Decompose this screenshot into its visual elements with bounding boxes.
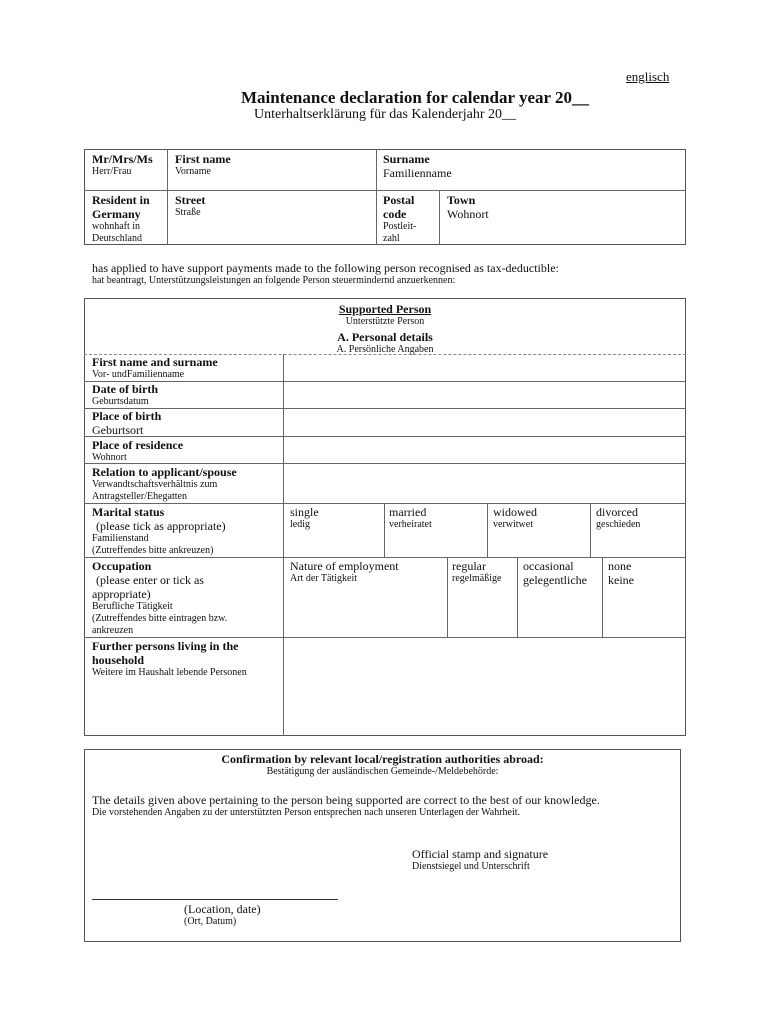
surname-field[interactable] — [383, 152, 673, 180]
form-title: Maintenance declaration for calendar year 20__ — [241, 88, 589, 107]
occupation-divider — [447, 557, 448, 637]
marital-label: Marital status — [92, 505, 165, 519]
postal-code-field[interactable] — [383, 193, 437, 245]
town-label: Town — [447, 193, 476, 207]
household-label-1: Further persons living in the — [92, 639, 239, 653]
surname-label: Surname — [383, 152, 430, 166]
divorced-label: divorced — [596, 505, 638, 519]
occasional-label-de: gelegentliche — [523, 573, 587, 587]
occupation-hint-1: (please enter or tick as — [96, 573, 204, 587]
occupation-label: Occupation — [92, 559, 152, 573]
occupation-hint-2: appropriate) — [92, 587, 151, 601]
marital-row-label — [92, 505, 282, 557]
marital-divider — [487, 503, 488, 557]
none-label: none — [608, 559, 632, 573]
name-label: First name and surname — [92, 355, 218, 369]
applicant-col-2 — [376, 149, 377, 245]
occupation-row-label — [92, 559, 282, 637]
applicant-col-1 — [167, 149, 168, 245]
confirmation-text: The details given above pertaining to the person being supported are correct to the best of our knowledge. — [92, 793, 600, 807]
applicant-divider — [84, 190, 686, 191]
location-date-line[interactable] — [92, 899, 338, 900]
household-input[interactable] — [284, 638, 685, 735]
none-label-de: keine — [608, 573, 634, 587]
confirmation-header — [84, 752, 681, 778]
residence-label-cell — [92, 193, 166, 245]
location-date-caption — [184, 902, 344, 928]
relation-label-de-2: Antragsteller/Ehegatten — [92, 491, 187, 502]
confirmation-heading: Confirmation by relevant local/registration authorities abroad: — [221, 752, 544, 766]
first-name-label: First name — [175, 152, 231, 166]
dob-row-label — [92, 382, 280, 408]
resident-label-1: Resident in — [92, 193, 150, 207]
residence-row-label — [92, 438, 280, 464]
resident-label-2: Germany — [92, 207, 141, 221]
dob-label-de: Geburtsdatum — [92, 396, 149, 407]
residence-input[interactable] — [284, 437, 685, 463]
confirmation-heading-de: Bestätigung der ausländischen Gemeinde-/Meldebehörde: — [266, 766, 499, 777]
location-label: (Location, date) — [184, 902, 261, 916]
occupation-divider — [602, 557, 603, 637]
postal-label-2: code — [383, 207, 407, 221]
form-subtitle: Unterhaltserklärung für das Kalenderjahr 20__ — [253, 107, 516, 122]
household-row-label — [92, 639, 282, 679]
intro-text — [92, 261, 692, 287]
marital-option-single[interactable] — [290, 505, 382, 531]
name-label-de: Vor- undFamilienname — [92, 369, 185, 380]
occupation-option-occasional[interactable] — [523, 559, 601, 587]
marital-option-married[interactable] — [389, 505, 485, 531]
occupation-hint-de-2: ankreuzen — [92, 625, 134, 636]
regular-label-de: regelmäßige — [452, 573, 502, 584]
occupation-label-de: Berufliche Tätigkeit — [92, 601, 173, 612]
single-label: single — [290, 505, 319, 519]
nature-label: Nature of employment — [290, 559, 399, 573]
dob-label: Date of birth — [92, 382, 158, 396]
supported-heading-de: Unterstützte Person — [345, 316, 425, 327]
nature-of-employment-field[interactable] — [290, 559, 445, 585]
confirmation-body — [92, 793, 677, 819]
widowed-label: widowed — [493, 505, 537, 519]
personal-details-heading: A. Personal details — [337, 330, 433, 344]
postal-label-de-2: zahl — [383, 233, 400, 244]
divorced-label-de: geschieden — [596, 519, 641, 530]
regular-label: regular — [452, 559, 486, 573]
surname-label-de: Familienname — [383, 166, 452, 180]
occupation-hint-de-1: (Zutreffendes bitte eintragen bzw. — [92, 613, 228, 624]
stamp-label-de: Dienstsiegel und Unterschrift — [412, 861, 530, 872]
salutation-label-de: Herr/Frau — [92, 166, 132, 177]
supported-heading: Supported Person — [338, 302, 432, 316]
intro-de: hat beantragt, Unterstützungsleistungen an folgende Person steuermindernd anzuerkennen: — [92, 275, 456, 286]
relation-label: Relation to applicant/spouse — [92, 465, 237, 479]
town-label-de: Wohnort — [447, 207, 489, 221]
pob-label-de: Geburtsort — [92, 423, 144, 437]
row-divider — [84, 557, 686, 558]
marital-divider — [590, 503, 591, 557]
household-label-de: Weitere im Haushalt lebende Personen — [92, 667, 247, 678]
widowed-label-de: verwitwet — [493, 519, 533, 530]
name-input[interactable] — [284, 355, 685, 381]
town-field[interactable] — [447, 193, 677, 221]
pob-row-label — [92, 409, 280, 437]
pob-input[interactable] — [284, 409, 685, 436]
marital-hint-de: (Zutreffendes bitte ankreuzen) — [92, 545, 214, 556]
applicant-col-3 — [439, 190, 440, 245]
stamp-label: Official stamp and signature — [412, 847, 549, 861]
single-label-de: ledig — [290, 519, 310, 530]
salutation-label: Mr/Mrs/Ms — [92, 152, 153, 166]
married-label-de: verheiratet — [389, 519, 432, 530]
street-field[interactable] — [175, 193, 370, 219]
marital-hint: (please tick as appropriate) — [96, 519, 226, 533]
name-row-label — [92, 355, 280, 381]
pob-label: Place of birth — [92, 409, 162, 423]
marital-divider — [384, 503, 385, 557]
supported-header — [84, 302, 686, 356]
relation-label-de-1: Verwandtschaftsverhältnis zum — [92, 479, 218, 490]
married-label: married — [389, 505, 427, 519]
occasional-label: occasional — [523, 559, 574, 573]
household-label-2: household — [92, 653, 145, 667]
marital-option-widowed[interactable] — [493, 505, 588, 531]
language-tag: englisch — [626, 69, 670, 84]
intro-en: has applied to have support payments made to the following person recognised as tax-deductible: — [92, 261, 559, 275]
street-label-de: Straße — [175, 207, 201, 218]
relation-row-label — [92, 465, 280, 503]
residence-label-de: Wohnort — [92, 452, 127, 463]
dob-input[interactable] — [284, 382, 685, 408]
occupation-divider — [517, 557, 518, 637]
relation-input[interactable] — [284, 464, 685, 503]
personal-details-heading-de: A. Persönliche Angaben — [336, 344, 434, 355]
resident-label-de-2: Deutschland — [92, 233, 142, 244]
salutation-field[interactable] — [92, 152, 164, 178]
first-name-field[interactable] — [175, 152, 370, 178]
location-label-de: (Ort, Datum) — [184, 916, 237, 927]
street-label: Street — [175, 193, 206, 207]
nature-label-de: Art der Tätigkeit — [290, 573, 358, 584]
marital-option-divorced[interactable] — [596, 505, 684, 531]
marital-label-de: Familienstand — [92, 533, 149, 544]
residence-label: Place of residence — [92, 438, 184, 452]
confirmation-text-de: Die vorstehenden Angaben zu der unterstützten Person entsprechen nach unseren Unterlagen der Wahrheit. — [92, 807, 521, 818]
occupation-option-regular[interactable] — [452, 559, 516, 585]
first-name-label-de: Vorname — [175, 166, 211, 177]
resident-label-de-1: wohnhaft in — [92, 221, 141, 232]
stamp-signature-area[interactable] — [412, 847, 652, 873]
postal-label-de-1: Postleit- — [383, 221, 417, 232]
occupation-option-none[interactable] — [608, 559, 684, 587]
postal-label-1: Postal — [383, 193, 415, 207]
row-divider — [84, 503, 686, 504]
